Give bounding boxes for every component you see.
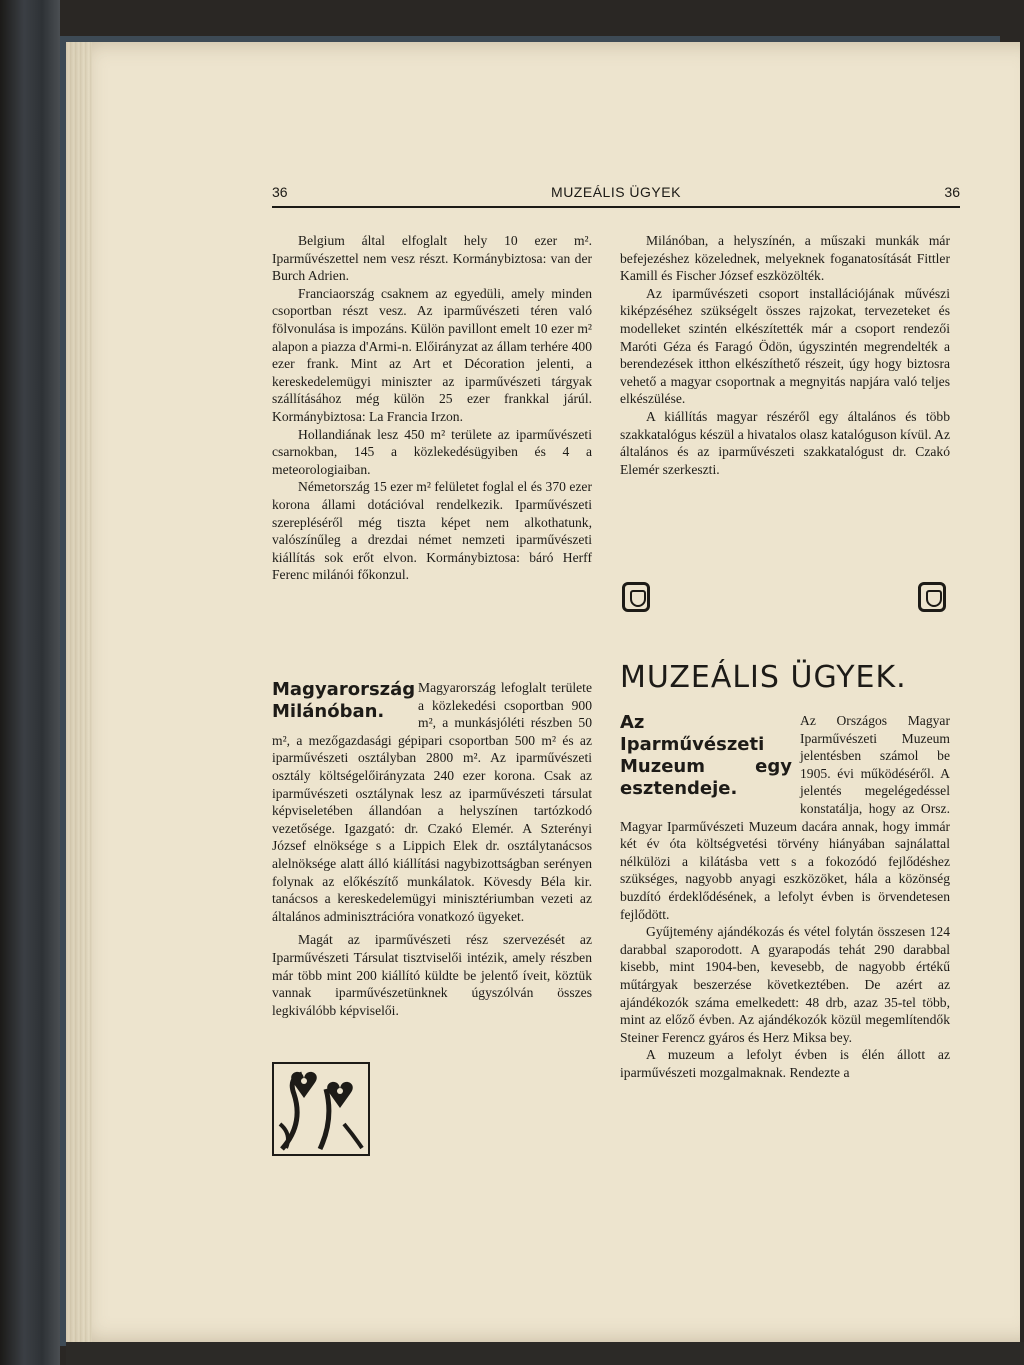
magyarorszag-text: Magyarország lefoglalt területe a közlekedési csoportban 900 m², a munkásjóléti részben 50 m², a mezőgazdasági gépipari csoportban 500 m² és az iparművészeti osztályban 2800 m². Az iparművészeti osztály költségelőirányzata 240 ezer korona. Csak az iparművészeti osztálynak lesz az iparművészeti társulat képviseletében állandóan a helyszínen tartózkodó vezetősége. Igazgató: dr. Czakó Elemér. A Szterényi József elnöksége s a Lippich Elek dr. osztálytanácsos alelnöksége alatt álló kiállítási nagybizottságban serényen folynak az előkészítő munkálatok. Kövesdy Béla kir. tanácsos a kereskedelemügyi minisztériumban vezeti az általános adminisztrációra vonatkozó ügyeket. (272, 680, 592, 924)
paragraph-belgium: Belgium által elfoglalt hely 10 ezer m². Iparművészettel nem vesz részt. Kormánybiztosa: van der Burch Adrien. (272, 233, 592, 284)
page-bottom-shadow (66, 1342, 1024, 1365)
muzeum-paragraph-2: Gyűjtemény ajándékozás és vétel folytán összesen 124 darabbal szaporodott. A gyarapodás tehát 290 darabbal kisebb, mint 1904-ben, kevesebb, de nagyobb értékű műtárgyak beszerzése következtében. De azért az ajándékozók száma emelkedett: 48 drb, azaz 35-tel több, mint az előző évben. Az ajándékozók közül megemlítendők Steiner Ferencz gyáros és Herz Miksa bey. (620, 924, 950, 1045)
book-binding (0, 0, 60, 1365)
page-edges (66, 42, 92, 1342)
magyarorszag-text-2: Magát az iparművészeti rész szervezését az Iparművészeti Társulat tisztviselői intézik, amely részben már több mint 200 kiállító küldte be jelentő íveit, köztük vannak iparművészetünknek úgyszólván összes legkiválóbb képviselői. (272, 932, 592, 1018)
page-number-left: 36 (272, 184, 288, 200)
paragraph-milano: Milánóban, a helyszínén, a műszaki munkák már befejezéshez közelednek, melyeknek foganatosítását Fittler Kamill és Fischer József eszközölték. (620, 233, 950, 284)
page-number-right: 36 (944, 184, 960, 200)
left-column (272, 232, 592, 584)
ornament-icon-right (918, 582, 946, 612)
muzeum-section (620, 712, 950, 1081)
section-heading-muzeum: Az Iparművészeti Muzeum egy esztendeje. (620, 712, 792, 799)
section-heading-magyarorszag: Magyarország Milánóban. (272, 679, 416, 722)
heart-flower-icon (274, 1064, 368, 1154)
magyarorszag-section (272, 679, 592, 1019)
heart-woodcut-illustration (272, 1062, 370, 1156)
ornament-icon-left (622, 582, 650, 612)
paragraph-nemetorszag: Németország 15 ezer m² felületet foglal el és 370 ezer korona állami dotációval rendelkezik. Iparművészeti szerepléséről még tiszta képet nem alkothatunk, valószínűleg a drezdai német nemzeti iparművészeti kiállítás sok erőt elvon. Kormánybiztosa: báró Herff Ferenc milánói főkonzul. (272, 479, 592, 583)
paragraph-franciaorszag: Franciaország csaknem az egyedüli, amely minden csoportban részt vesz. Az iparművészeti téren való fölvonulása is impozáns. Külön pavillont emelt 10 ezer m² alapon a piazza d'Armi-n. Előirányzat az állam terhére 400 ezer frank. Mint az Art et Décoration jelenti, a kereskedelemügyi miniszter az iparművészeti tárgyak szállításához még külön 25 ezer frankkal járúl. Kormánybiztosa: La Francia Irzon. (272, 285, 592, 424)
paragraph-hollandia: Hollandiának lesz 450 m² területe az iparművészeti csarnokban, 145 a közlekedésügyiben és 4 a meteorologiaiban. (272, 426, 592, 477)
running-header (272, 178, 960, 208)
paragraph-installacio: Az iparművészeti csoport installációjának művészi kiképzéséhez szükségelt összes rajzokat, tervezeteket és modelleket szintén elkészítették már a csoport rendezői Maróti Géza és Faragó Ödön, úgyszintén megrendelték a berendezések itthon elkészíthető részeit, úgy hogy biztosra vehető a magyar csoportnak a megnyitás napjára való teljes elkészülése. (620, 285, 950, 407)
section-title-muzealis: MUZEÁLIS ÜGYEK. (620, 660, 907, 695)
right-column (620, 232, 950, 478)
paragraph-katalogus: A kiállítás magyar részéről egy általános és több szakkatalógus készül a hivatalos olasz katalóguson kívül. Az általános és az iparművészeti szakkatalógust dr. Czakó Elemér szerkeszti. (620, 408, 950, 477)
muzeum-paragraph-3: A muzeum a lefolyt évben is élén állott az iparművészeti mozgalmaknak. Rendezte a (620, 1047, 950, 1080)
muzeum-paragraph-1: Az Országos Magyar Iparművészeti Muzeum jelentésben számol be 1905. évi működéséről. A jelentés megelégedéssel konstatálja, hogy az Orsz. Magyar Iparművészeti Muzeum dacára annak, hogy immár két év óta költségvetési törvény hiányában sajnálattal nélkülözi a kilátásba vett s a fokozódó fejlődéshez szükséges, nagyobb anyagi eszközöket, hála a közönség buzdító érdeklődésének, a lefolyt évben is örvendetesen fejlődött. (620, 713, 950, 922)
running-title: MUZEÁLIS ÜGYEK (551, 184, 681, 200)
